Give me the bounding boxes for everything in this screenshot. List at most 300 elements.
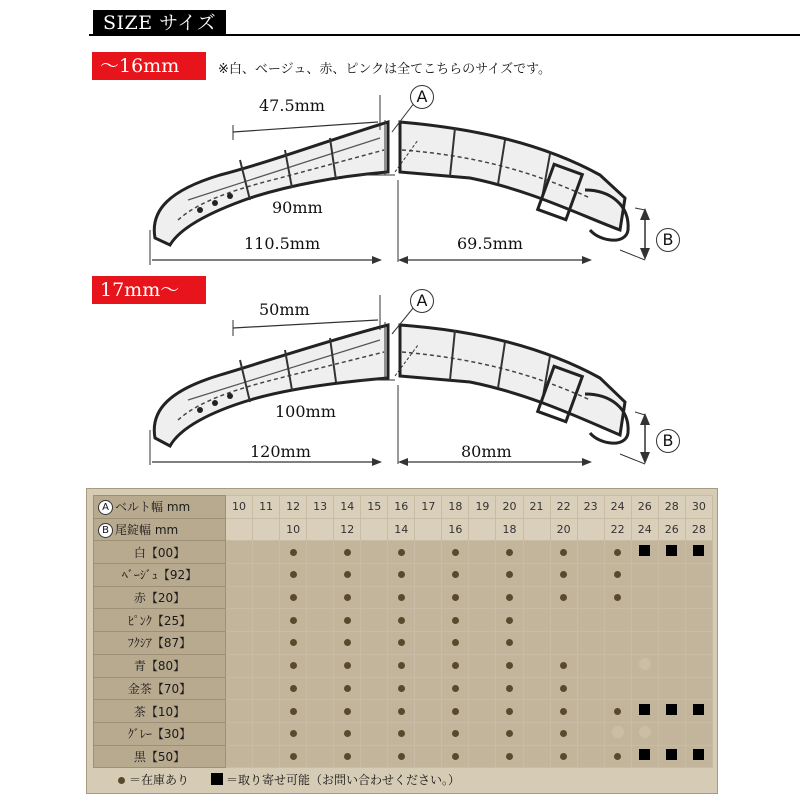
in-stock-dot-icon xyxy=(560,708,567,715)
belt-width-cell: 23 xyxy=(577,496,604,519)
in-stock-dot-icon xyxy=(344,549,351,556)
stock-cell xyxy=(334,722,361,745)
order-square-icon xyxy=(666,704,677,715)
stock-cell xyxy=(685,632,712,655)
in-stock-dot-icon xyxy=(290,617,297,624)
belt-width-cell: 22 xyxy=(550,496,577,519)
stock-cell xyxy=(280,586,307,609)
stock-cell xyxy=(496,564,523,587)
order-square-icon xyxy=(693,545,704,556)
stock-cell xyxy=(334,700,361,723)
buckle-width-cell: 16 xyxy=(442,518,469,541)
stock-cell xyxy=(658,745,685,768)
belt-width-cell: 26 xyxy=(631,496,658,519)
stock-cell xyxy=(577,564,604,587)
stock-cell xyxy=(523,677,550,700)
size-table xyxy=(86,488,718,794)
stock-cell xyxy=(442,700,469,723)
in-stock-dot-icon xyxy=(506,549,513,556)
stock-cell xyxy=(334,632,361,655)
stock-cell xyxy=(469,541,496,564)
stock-cell xyxy=(442,632,469,655)
belt-width-cell: 20 xyxy=(496,496,523,519)
stock-cell xyxy=(226,700,253,723)
stock-cell xyxy=(442,654,469,677)
stock-cell xyxy=(280,632,307,655)
in-stock-dot-icon xyxy=(614,594,621,601)
dim-short: 69.5mm xyxy=(457,234,523,253)
stock-cell xyxy=(361,745,388,768)
stock-cell xyxy=(685,654,712,677)
stock-cell xyxy=(442,609,469,632)
dim-long: 110.5mm xyxy=(244,234,321,253)
belt-width-cell: 10 xyxy=(226,496,253,519)
stock-cell xyxy=(469,654,496,677)
color-name: 金茶【70】 xyxy=(94,677,226,700)
stock-cell xyxy=(496,632,523,655)
order-square-icon xyxy=(639,545,650,556)
table-row-buckle-width xyxy=(94,518,713,541)
stock-cell xyxy=(550,700,577,723)
in-stock-dot-icon xyxy=(452,617,459,624)
buckle-width-cell xyxy=(361,518,388,541)
stock-cell xyxy=(334,586,361,609)
in-stock-dot-icon xyxy=(290,662,297,669)
stock-cell xyxy=(550,586,577,609)
table-row-belt-width xyxy=(94,496,713,519)
strap-diagram-small xyxy=(0,80,800,280)
in-stock-dot-icon xyxy=(452,730,459,737)
stock-cell xyxy=(280,677,307,700)
in-stock-dot-icon xyxy=(614,571,621,578)
stock-cell xyxy=(469,722,496,745)
stock-cell xyxy=(577,654,604,677)
in-stock-dot-icon xyxy=(452,753,459,760)
stock-cell xyxy=(658,722,685,745)
stock-cell xyxy=(685,745,712,768)
color-name: 黒【50】 xyxy=(94,745,226,768)
color-name: 茶【10】 xyxy=(94,700,226,723)
stock-cell xyxy=(253,609,280,632)
in-stock-dot-icon xyxy=(344,753,351,760)
in-stock-dot-icon xyxy=(398,639,405,646)
stock-cell xyxy=(253,745,280,768)
in-stock-dot-icon xyxy=(452,708,459,715)
stock-cell xyxy=(469,677,496,700)
in-stock-dot-icon xyxy=(344,685,351,692)
table-row xyxy=(94,722,713,745)
stock-cell xyxy=(469,700,496,723)
marker-b-icon: B xyxy=(656,429,680,453)
stock-cell xyxy=(307,586,334,609)
in-stock-dot-icon xyxy=(290,708,297,715)
in-stock-dot-icon xyxy=(506,685,513,692)
marker-a-icon: A xyxy=(410,85,434,109)
stock-cell xyxy=(442,541,469,564)
stock-cell xyxy=(523,722,550,745)
stock-cell xyxy=(253,722,280,745)
stock-cell xyxy=(604,564,631,587)
order-square-icon xyxy=(693,749,704,760)
stock-cell xyxy=(685,700,712,723)
buckle-width-cell: 26 xyxy=(658,518,685,541)
in-stock-dot-icon xyxy=(398,549,405,556)
belt-width-cell: 18 xyxy=(442,496,469,519)
stock-cell xyxy=(523,654,550,677)
buckle-width-cell xyxy=(307,518,334,541)
stock-cell xyxy=(361,586,388,609)
in-stock-dot-icon xyxy=(506,571,513,578)
in-stock-dot-icon xyxy=(560,730,567,737)
belt-width-cell: 17 xyxy=(415,496,442,519)
in-stock-dot-icon xyxy=(398,594,405,601)
stock-cell xyxy=(442,586,469,609)
order-square-icon xyxy=(666,749,677,760)
belt-width-cell: 30 xyxy=(685,496,712,519)
in-stock-dot-icon xyxy=(506,730,513,737)
stock-cell xyxy=(631,586,658,609)
stock-cell xyxy=(658,541,685,564)
stock-cell xyxy=(226,609,253,632)
stock-cell xyxy=(253,700,280,723)
stock-cell xyxy=(307,564,334,587)
stock-cell xyxy=(415,541,442,564)
stock-cell xyxy=(523,541,550,564)
stock-cell xyxy=(226,541,253,564)
belt-width-cell: 14 xyxy=(334,496,361,519)
stock-cell xyxy=(442,722,469,745)
in-stock-dot-icon xyxy=(560,662,567,669)
belt-width-cell: 19 xyxy=(469,496,496,519)
belt-width-cell: 24 xyxy=(604,496,631,519)
stock-cell xyxy=(307,609,334,632)
stock-cell xyxy=(361,541,388,564)
in-stock-dot-icon xyxy=(398,753,405,760)
stock-cell xyxy=(604,745,631,768)
stock-cell xyxy=(469,564,496,587)
stock-cell xyxy=(307,722,334,745)
faded-dot-icon xyxy=(612,726,624,738)
buckle-width-cell: 24 xyxy=(631,518,658,541)
stock-cell xyxy=(334,677,361,700)
stock-cell xyxy=(577,745,604,768)
stock-cell xyxy=(469,632,496,655)
stock-cell xyxy=(280,722,307,745)
in-stock-dot-icon xyxy=(614,753,621,760)
order-square-icon xyxy=(639,704,650,715)
legend xyxy=(118,771,460,788)
order-square-icon xyxy=(639,749,650,760)
buckle-width-cell: 22 xyxy=(604,518,631,541)
size-note: ※白、ベージュ、赤、ピンクは全てこちらのサイズです。 xyxy=(218,62,552,77)
belt-width-cell: 13 xyxy=(307,496,334,519)
stock-cell xyxy=(307,541,334,564)
stock-cell xyxy=(469,745,496,768)
stock-cell xyxy=(307,654,334,677)
size-grid xyxy=(93,495,713,768)
stock-cell xyxy=(577,586,604,609)
stock-cell xyxy=(523,586,550,609)
order-square-icon xyxy=(211,773,223,785)
stock-cell xyxy=(388,654,415,677)
stock-cell xyxy=(415,745,442,768)
buckle-width-cell: 28 xyxy=(685,518,712,541)
stock-cell xyxy=(415,677,442,700)
in-stock-dot-icon xyxy=(506,753,513,760)
stock-cell xyxy=(307,745,334,768)
table-row xyxy=(94,564,713,587)
in-stock-dot-icon xyxy=(344,730,351,737)
stock-cell xyxy=(334,564,361,587)
stock-cell xyxy=(361,677,388,700)
marker-a-icon: A xyxy=(410,289,434,313)
stock-cell xyxy=(496,654,523,677)
stock-cell xyxy=(550,677,577,700)
stock-cell xyxy=(631,677,658,700)
stock-cell xyxy=(604,586,631,609)
stock-cell xyxy=(226,722,253,745)
stock-cell xyxy=(253,677,280,700)
stock-cell xyxy=(388,722,415,745)
size-label-large: 17mm～ xyxy=(92,276,206,304)
stock-cell xyxy=(685,722,712,745)
stock-cell xyxy=(442,677,469,700)
stock-cell xyxy=(550,654,577,677)
stock-cell xyxy=(604,700,631,723)
stock-cell xyxy=(280,654,307,677)
in-stock-dot-icon xyxy=(560,594,567,601)
stock-cell xyxy=(334,541,361,564)
table-row xyxy=(94,700,713,723)
stock-cell xyxy=(604,722,631,745)
in-stock-dot-icon xyxy=(344,662,351,669)
legend-order: ＝取り寄せ可能（お問い合わせください。） xyxy=(226,773,461,787)
stock-cell xyxy=(604,541,631,564)
stock-cell xyxy=(577,700,604,723)
stock-cell xyxy=(523,745,550,768)
faded-dot-icon xyxy=(639,658,651,670)
stock-cell xyxy=(361,609,388,632)
in-stock-dot-icon xyxy=(506,662,513,669)
stock-cell xyxy=(658,564,685,587)
stock-cell xyxy=(604,654,631,677)
stock-cell xyxy=(496,541,523,564)
in-stock-dot-icon xyxy=(560,685,567,692)
stock-cell xyxy=(415,722,442,745)
page-title: SIZE サイズ xyxy=(93,10,226,36)
stock-cell xyxy=(631,541,658,564)
stock-cell xyxy=(226,564,253,587)
buckle-width-cell: 20 xyxy=(550,518,577,541)
stock-cell xyxy=(523,564,550,587)
stock-cell xyxy=(523,609,550,632)
stock-cell xyxy=(604,632,631,655)
in-stock-dot-icon xyxy=(614,549,621,556)
color-name: ﾍﾞｰｼﾞｭ【92】 xyxy=(94,564,226,587)
stock-cell xyxy=(577,632,604,655)
in-stock-dot-icon xyxy=(506,708,513,715)
faded-dot-icon xyxy=(639,726,651,738)
belt-width-cell: 11 xyxy=(253,496,280,519)
order-square-icon xyxy=(693,704,704,715)
in-stock-dot-icon xyxy=(452,639,459,646)
legend-in-stock: ＝在庫あり xyxy=(129,773,190,787)
stock-cell xyxy=(550,722,577,745)
buckle-width-cell xyxy=(523,518,550,541)
stock-cell xyxy=(415,586,442,609)
stock-cell xyxy=(658,609,685,632)
title-bar xyxy=(89,6,800,36)
stock-cell xyxy=(226,745,253,768)
in-stock-dot-icon xyxy=(290,685,297,692)
stock-cell xyxy=(685,609,712,632)
in-stock-dot-icon xyxy=(398,617,405,624)
stock-cell xyxy=(388,586,415,609)
strap-diagram-large xyxy=(0,290,800,480)
stock-cell xyxy=(658,677,685,700)
belt-width-cell: 16 xyxy=(388,496,415,519)
size-label-small: ～16mm xyxy=(92,52,206,80)
stock-cell xyxy=(253,586,280,609)
in-stock-dot-icon xyxy=(614,708,621,715)
stock-cell xyxy=(469,586,496,609)
color-name: 赤【20】 xyxy=(94,586,226,609)
buckle-width-cell: 12 xyxy=(334,518,361,541)
dim-mid: 100mm xyxy=(275,402,336,421)
in-stock-dot-icon xyxy=(290,753,297,760)
stock-cell xyxy=(280,564,307,587)
table-row xyxy=(94,745,713,768)
stock-cell xyxy=(280,745,307,768)
in-stock-dot-icon xyxy=(506,617,513,624)
stock-cell xyxy=(253,541,280,564)
buckle-width-cell xyxy=(253,518,280,541)
order-square-icon xyxy=(666,545,677,556)
stock-cell xyxy=(415,609,442,632)
marker-icon: A xyxy=(98,500,113,515)
stock-cell xyxy=(550,564,577,587)
stock-cell xyxy=(523,700,550,723)
buckle-width-cell xyxy=(469,518,496,541)
buckle-width-cell xyxy=(226,518,253,541)
in-stock-dot-icon xyxy=(398,571,405,578)
stock-cell xyxy=(631,745,658,768)
stock-cell xyxy=(280,609,307,632)
dim-long: 120mm xyxy=(250,442,311,461)
stock-cell xyxy=(469,609,496,632)
dim-short: 80mm xyxy=(461,442,512,461)
stock-cell xyxy=(550,632,577,655)
stock-cell xyxy=(334,654,361,677)
stock-cell xyxy=(577,722,604,745)
in-stock-dot-icon xyxy=(506,639,513,646)
stock-cell xyxy=(496,700,523,723)
marker-b-icon: B xyxy=(656,228,680,252)
stock-cell xyxy=(307,677,334,700)
stock-cell xyxy=(226,632,253,655)
in-stock-dot-icon xyxy=(290,730,297,737)
dim-tip: 47.5mm xyxy=(259,96,325,115)
stock-cell xyxy=(442,564,469,587)
stock-cell xyxy=(253,654,280,677)
stock-cell xyxy=(604,609,631,632)
color-name: ﾌｸｼｱ【87】 xyxy=(94,632,226,655)
stock-cell xyxy=(361,654,388,677)
color-name: 白【00】 xyxy=(94,541,226,564)
stock-cell xyxy=(631,700,658,723)
stock-cell xyxy=(226,654,253,677)
stock-cell xyxy=(226,677,253,700)
in-stock-dot-icon xyxy=(560,753,567,760)
table-row xyxy=(94,541,713,564)
stock-cell xyxy=(415,700,442,723)
table-row xyxy=(94,586,713,609)
stock-cell xyxy=(388,745,415,768)
table-row xyxy=(94,632,713,655)
belt-width-cell: 15 xyxy=(361,496,388,519)
in-stock-dot-icon xyxy=(290,571,297,578)
in-stock-dot-icon xyxy=(452,662,459,669)
in-stock-dot-icon xyxy=(560,549,567,556)
table-row xyxy=(94,677,713,700)
in-stock-dot-icon xyxy=(452,685,459,692)
stock-cell xyxy=(577,541,604,564)
stock-cell xyxy=(658,700,685,723)
in-stock-dot-icon xyxy=(118,777,125,784)
stock-cell xyxy=(685,564,712,587)
stock-cell xyxy=(415,632,442,655)
stock-cell xyxy=(631,632,658,655)
stock-cell xyxy=(631,654,658,677)
stock-cell xyxy=(253,632,280,655)
in-stock-dot-icon xyxy=(452,594,459,601)
stock-cell xyxy=(226,586,253,609)
stock-cell xyxy=(415,654,442,677)
stock-cell xyxy=(631,722,658,745)
stock-cell xyxy=(388,609,415,632)
in-stock-dot-icon xyxy=(290,549,297,556)
in-stock-dot-icon xyxy=(290,639,297,646)
stock-cell xyxy=(685,586,712,609)
in-stock-dot-icon xyxy=(398,730,405,737)
stock-cell xyxy=(631,609,658,632)
stock-cell xyxy=(496,722,523,745)
stock-cell xyxy=(685,541,712,564)
table-row xyxy=(94,654,713,677)
dim-mid: 90mm xyxy=(272,198,323,217)
marker-icon: B xyxy=(98,523,113,538)
stock-cell xyxy=(577,609,604,632)
table-header-label: A ベルト幅 mm xyxy=(94,496,226,519)
stock-cell xyxy=(361,722,388,745)
in-stock-dot-icon xyxy=(344,594,351,601)
color-name: ﾋﾟﾝｸ【25】 xyxy=(94,609,226,632)
stock-cell xyxy=(496,586,523,609)
stock-cell xyxy=(388,632,415,655)
in-stock-dot-icon xyxy=(344,571,351,578)
stock-cell xyxy=(685,677,712,700)
stock-cell xyxy=(658,586,685,609)
stock-cell xyxy=(361,700,388,723)
color-name: 青【80】 xyxy=(94,654,226,677)
stock-cell xyxy=(361,632,388,655)
belt-width-cell: 12 xyxy=(280,496,307,519)
stock-cell xyxy=(388,564,415,587)
stock-cell xyxy=(307,700,334,723)
stock-cell xyxy=(442,745,469,768)
stock-cell xyxy=(334,745,361,768)
in-stock-dot-icon xyxy=(290,594,297,601)
